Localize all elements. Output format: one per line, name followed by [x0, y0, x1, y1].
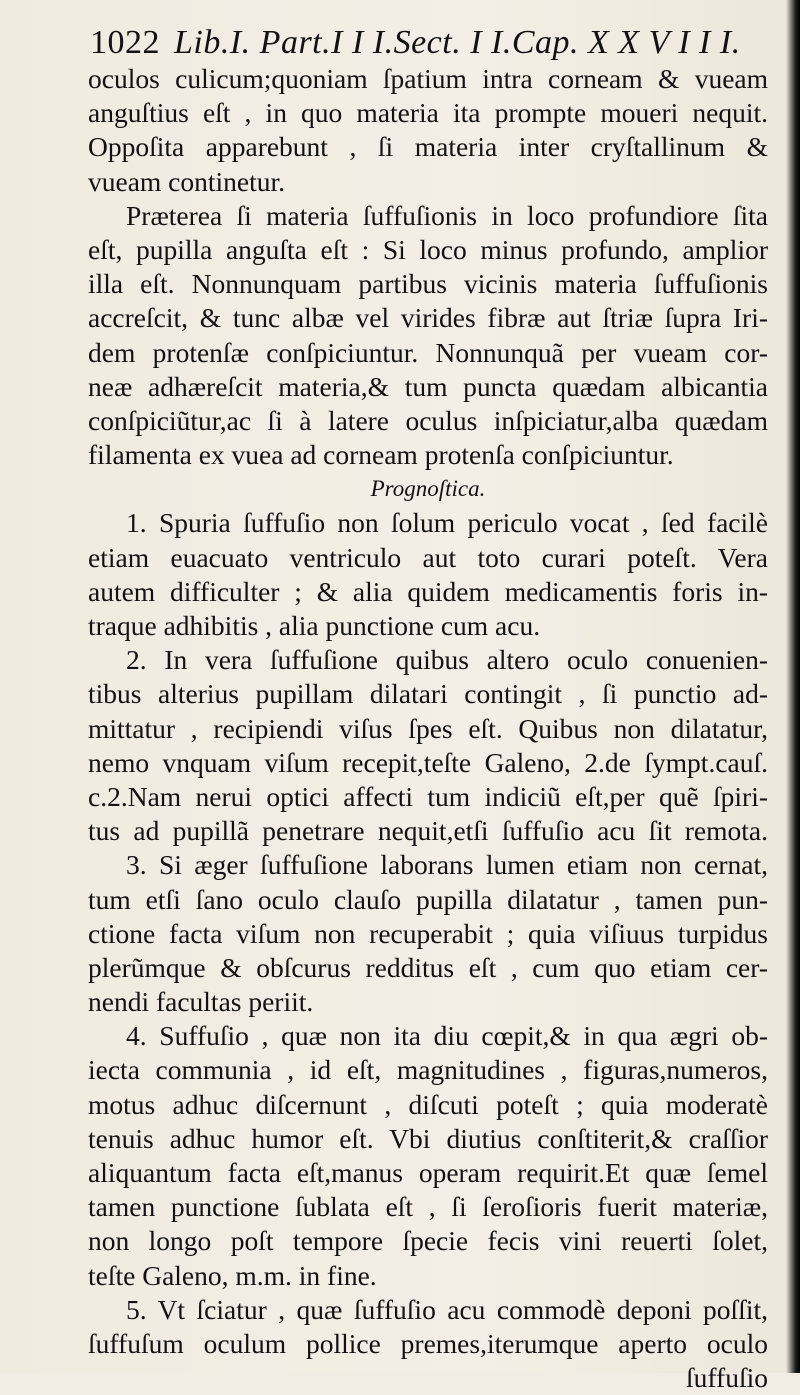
text-line: tenuis adhuc humor eſt. Vbi diutius conſtiterit,& craſſior — [88, 1122, 768, 1154]
text-line: etiam euacuato ventriculo aut toto curari poteſt. Vera — [88, 541, 768, 573]
text-line: autem difficulter ; & alia quidem medicamentis foris in- — [88, 575, 768, 607]
text-line: dem protenſæ conſpiciuntur. Nonnunquã per vueam cor- — [88, 336, 768, 368]
text-line: c.2.Nam nerui optici affecti tum indiciũ eſt,per quẽ ſpiri- — [88, 780, 768, 812]
text-line: nemo vnquam viſum recepit,teſte Galeno, 2.de ſympt.cauſ. — [88, 746, 768, 778]
text-line: 2. In vera ſuffuſione quibus altero oculo conuenien- — [126, 644, 768, 676]
text-line: anguſtius eſt , in quo materia ita prompte moueri nequit. — [88, 97, 768, 129]
text-line: vueam continetur. — [88, 165, 286, 197]
text-line: aliquantum facta eſt,manus operam requirit.Et quæ ſemel — [88, 1157, 768, 1188]
text-line: conſpiciũtur,ac ſi à latere oculus inſpiciatur,alba quædam — [88, 404, 768, 436]
page-edge-shadow — [786, 0, 800, 1373]
text-line: filamenta ex vuea ad corneam protenſa conſpiciuntur. — [88, 439, 674, 471]
running-title: Lib.I. Part.I I I.Sect. I I.Cap. X X V I I I. — [174, 24, 741, 61]
text-line: eſt, pupilla anguſta eſt : Si loco minus profundo, amplior — [88, 233, 768, 265]
text-body — [88, 62, 768, 1395]
text-line: accreſcit, & tunc albæ vel virides fibræ aut ſtriæ ſupra Iri- — [88, 302, 768, 334]
text-line: plerũmque & obſcurus redditus eſt , cum quo etiam cer- — [88, 951, 768, 983]
text-line: tus ad pupillã penetrare nequit,etſi ſuffuſio acu ſit remota. — [88, 815, 768, 847]
text-line: traque adhibitis , alia punctione cum acu. — [88, 610, 541, 641]
text-line: ſuffuſio — [686, 1362, 768, 1394]
text-line: mittatur , recipiendi viſus ſpes eſt. Quibus non dilatatur, — [88, 712, 768, 744]
text-line: 3. Si æger ſuffuſione laborans lumen etiam non cernat, — [126, 849, 768, 881]
text-line: teſte Galeno, m.m. in fine. — [88, 1259, 377, 1291]
text-line: iecta communia , id eſt, magnitudines , figuras,numeros, — [88, 1054, 768, 1086]
text-line: neæ adhæreſcit materia,& tum puncta quædam albicantia — [88, 370, 768, 402]
page-number: 1022 — [90, 24, 160, 61]
text-line: tum etſi ſano oculo clauſo pupilla dilatatur , tamen pun- — [88, 883, 768, 915]
text-line: oculos culicum;quoniam ſpatium intra corneam & vueam — [88, 63, 768, 94]
text-line: 4. Suffuſio , quæ non ita diu cœpit,& in qua ægri ob- — [126, 1020, 768, 1052]
text-line: non longo poſt tempore ſpecie fecis vini reuerti ſolet, — [88, 1225, 768, 1257]
running-header — [90, 18, 770, 68]
text-line: nendi facultas periit. — [88, 986, 314, 1018]
text-line: ſuffuſum oculum pollice premes,iterumque aperto oculo — [88, 1327, 768, 1359]
text-line: illa eſt. Nonnunquam partibus vicinis materia ſuffuſionis — [88, 268, 768, 300]
text-line: ctione facta viſum non recuperabit ; quia viſiuus turpidus — [88, 917, 768, 949]
text-line: Oppoſita apparebunt , ſi materia inter cryſtallinum & — [88, 131, 768, 163]
section-heading: Prognoſtica. — [370, 476, 486, 502]
text-line: 5. Vt ſciatur , quæ ſuffuſio acu commodè deponi poſſit, — [126, 1293, 768, 1325]
text-line: tamen punctione ſublata eſt , ſi ſeroſioris fuerit materiæ, — [88, 1191, 768, 1223]
text-line: 1. Spuria ſuffuſio non ſolum periculo vocat , ſed facilè — [126, 507, 768, 539]
text-line: motus adhuc diſcernunt , diſcuti poteſt ; quia moderatè — [88, 1088, 768, 1120]
text-line: Præterea ſi materia ſuffuſionis in loco profundiore ſita — [126, 199, 768, 231]
text-line: tibus alterius pupillam dilatari contingit , ſi punctio ad- — [88, 678, 768, 710]
